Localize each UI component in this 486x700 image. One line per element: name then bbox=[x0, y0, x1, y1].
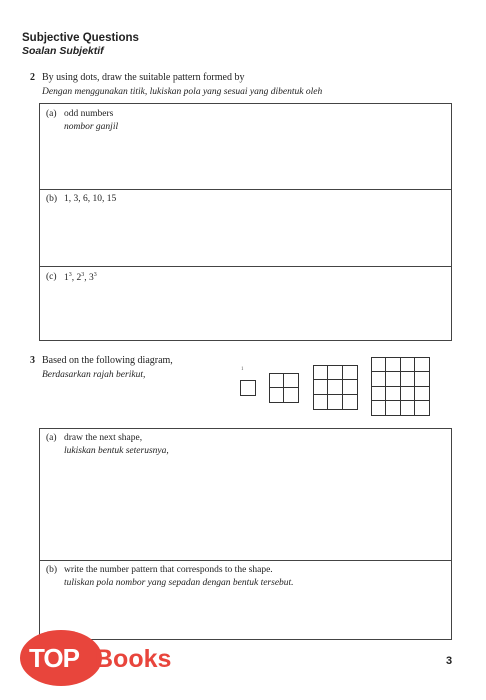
logo-top-text: TOP bbox=[29, 643, 79, 673]
part-3a-text-ms: lukiskan bentuk seterusnya, bbox=[64, 446, 169, 456]
answer-cell-3b[interactable] bbox=[40, 560, 451, 639]
question-2-text: By using dots, draw the suitable pattern formed by bbox=[42, 72, 245, 83]
question-2-number: 2 bbox=[30, 72, 35, 83]
power-3-exponent: 3 bbox=[93, 272, 97, 278]
answer-cell-2a[interactable] bbox=[40, 104, 451, 189]
answer-cell-3a[interactable] bbox=[40, 429, 451, 560]
section-subtitle: Soalan Subjektif bbox=[22, 45, 104, 57]
question-3-answer-box bbox=[39, 428, 452, 640]
pattern-shape-2x2 bbox=[269, 373, 299, 403]
question-3-number: 3 bbox=[30, 355, 35, 366]
power-2-base: 2 bbox=[76, 273, 82, 284]
answer-cell-2c[interactable] bbox=[40, 266, 451, 340]
part-3b-label: (b) bbox=[46, 565, 58, 575]
part-3b-text-ms: tuliskan pola nombor yang sepadan dengan bentuk tersebut. bbox=[64, 578, 294, 588]
page-number: 3 bbox=[446, 655, 453, 667]
part-2a-label: (a) bbox=[46, 109, 57, 119]
separator: , bbox=[84, 273, 89, 284]
part-3a-label: (a) bbox=[46, 433, 57, 443]
part-3a-text: draw the next shape, bbox=[64, 433, 143, 443]
part-2a-text: odd numbers bbox=[64, 109, 114, 119]
power-1-base: 1 bbox=[64, 273, 69, 284]
part-2b-text: 1, 3, 6, 10, 15 bbox=[64, 194, 117, 204]
logo-books-text: Books bbox=[95, 645, 172, 673]
section-title: Subjective Questions bbox=[22, 32, 139, 44]
answer-cell-2b[interactable] bbox=[40, 189, 451, 266]
part-3b-text: write the number pattern that corresponds to the shape. bbox=[64, 565, 273, 575]
power-3-base: 3 bbox=[89, 273, 94, 284]
part-2a-text-ms: nombor ganjil bbox=[64, 122, 119, 132]
question-2-text-ms: Dengan menggunakan titik, lukiskan pola yang sesuai yang dibentuk oleh bbox=[42, 87, 323, 97]
pattern-shape-3x3 bbox=[313, 365, 358, 410]
pattern-shape-4x4 bbox=[371, 357, 430, 416]
pattern-shape-1x1 bbox=[240, 380, 256, 396]
part-2c-label: (c) bbox=[46, 272, 57, 282]
power-2-exponent: 3 bbox=[81, 272, 85, 278]
question-3-text: Based on the following diagram, bbox=[42, 355, 173, 366]
question-3-text-ms: Berdasarkan rajah berikut, bbox=[42, 370, 146, 380]
topbooks-logo bbox=[20, 630, 102, 686]
part-2b-label: (b) bbox=[46, 194, 58, 204]
power-1-exponent: 3 bbox=[68, 272, 72, 278]
separator: , bbox=[71, 273, 77, 284]
figure-tick: 1 bbox=[241, 367, 244, 372]
part-2c-sequence bbox=[64, 272, 97, 283]
question-2-answer-box bbox=[39, 103, 452, 341]
